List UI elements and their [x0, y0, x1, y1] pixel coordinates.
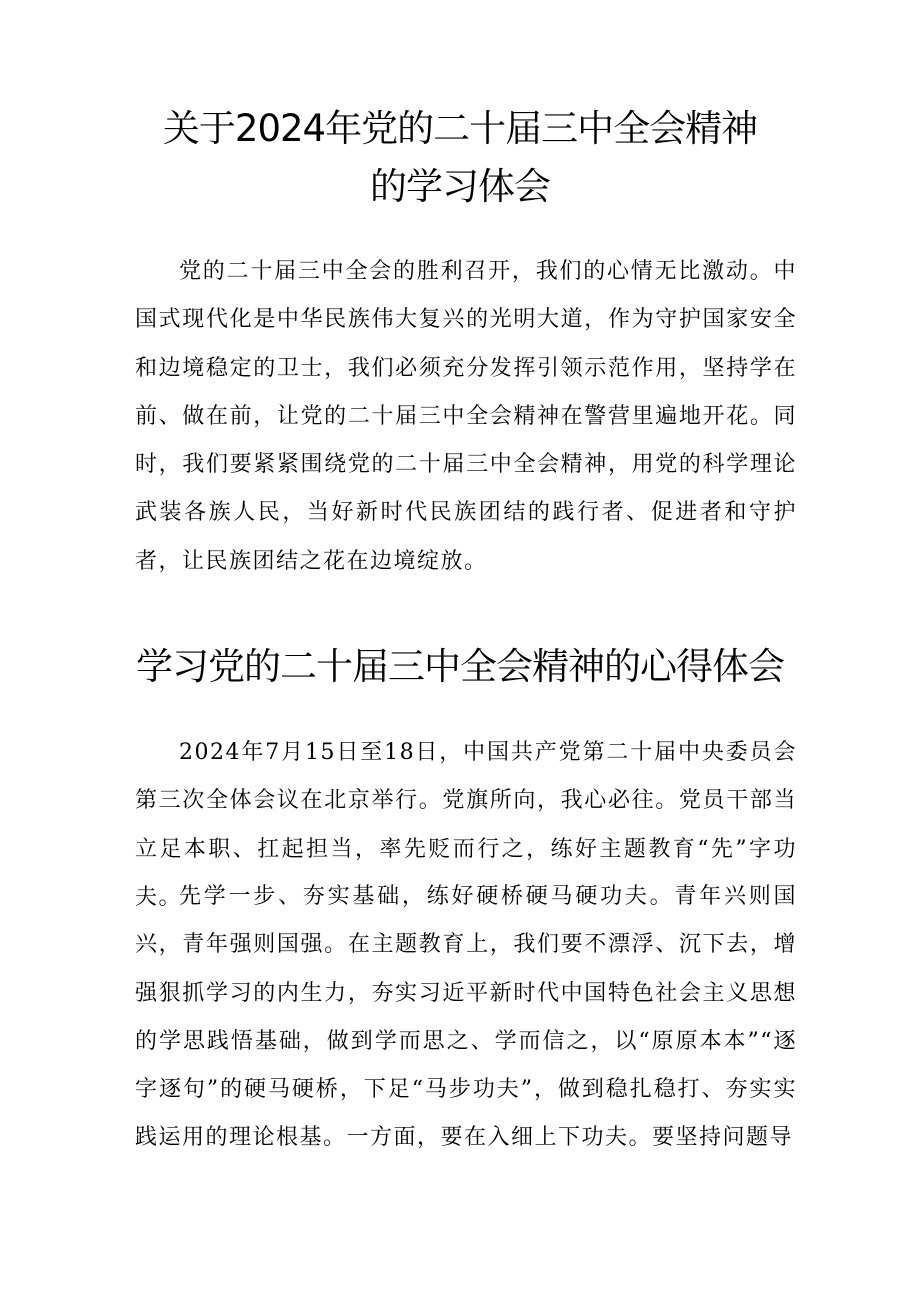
article-2-paragraph-2: 先学一步、夯实基础，练好硬桥硬马硬功夫。青年兴则国兴，青年强则国强。在主题教育上，我们要不漂浮、沉下去，增强狠抓学习的内生力，夯实习近平新时代中国特色社会主义思想的学思践悟基础，做到学而思之、学而信之，以“原原本本”“逐字逐句”的硬马硬桥，下足“马步功夫”，做到稳扎稳打、夯实实践运用的理论根基。一方面，要在入细上下功夫。要坚持问题导	[135, 884, 797, 1151]
article-1-title: 关于2024年党的二十届三中全会精神的学习体会	[162, 107, 758, 208]
article-2-paragraph-1: 2024年7月15日至18日，中国共产党第二十届中央委员会第三次全体会议在北京举行。党旗所向，我心必往。党员干部当立足本职、扛起担当，率先贬而行之，练好主题教育“先”字功夫。	[135, 740, 797, 910]
article-1-paragraph-1: 党的二十届三中全会的胜利召开，我们的心情无比激动。中国式现代化是中华民族伟大复兴的光明大道，作为守护国家安全和边境稳定的卫士，我们必须充分发挥引领示范作用，坚持学在前、做在前，让党的二十届三中全会精神在警营里遍地开花。同时，我们要紧紧围绕党的二十届三中全会精神，用党的科学理论武装各族人民，当好新时代民族团结的践行者、促进者和守护者，让民族团结之花在边境绽放。	[135, 259, 797, 574]
article-2-title: 学习党的二十届三中全会精神的心得体会	[136, 645, 784, 688]
